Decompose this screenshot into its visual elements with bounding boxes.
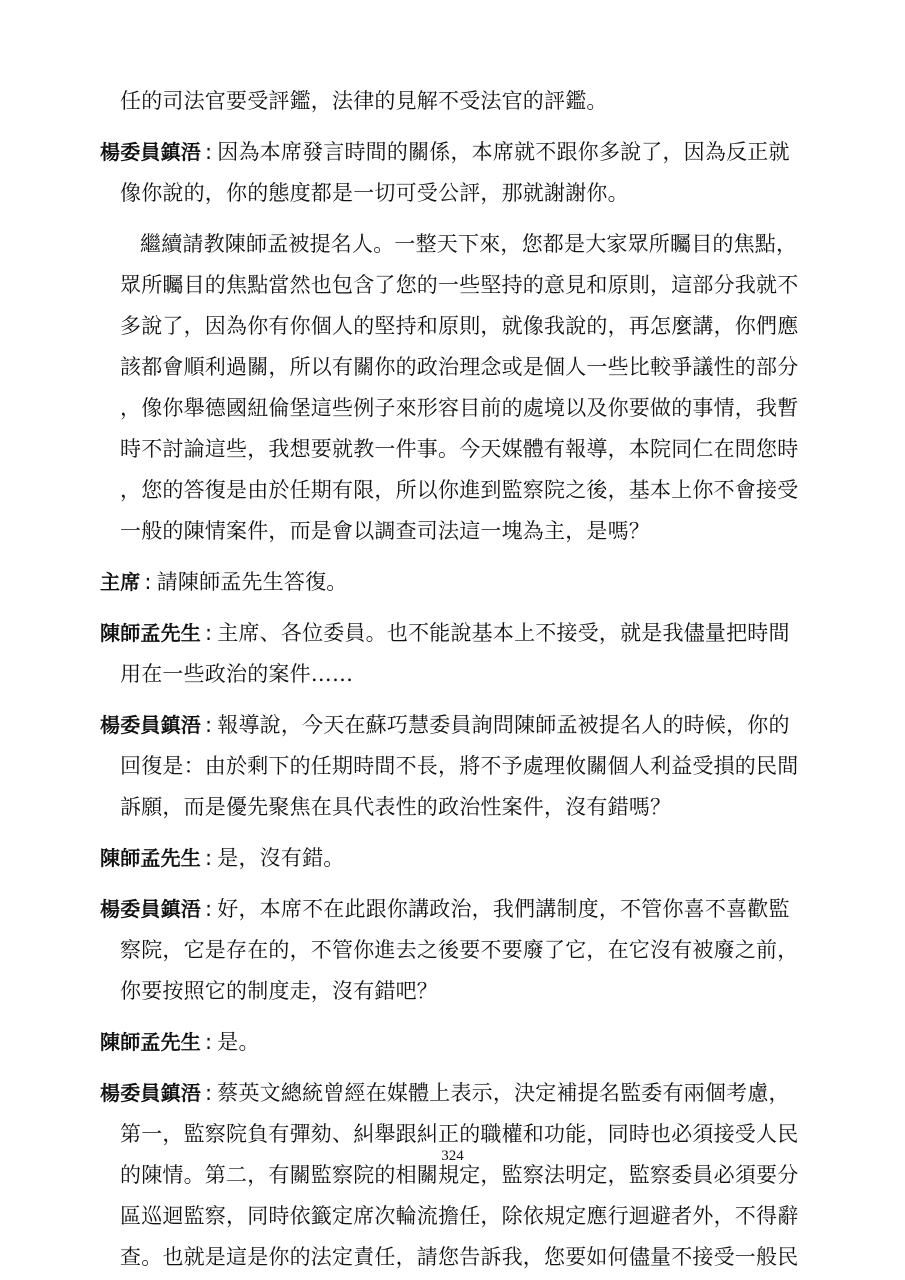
speaker-name: 楊委員鎮浯 [100,897,201,921]
text-line [120,393,798,423]
speaker-colon: : [205,713,213,737]
text-line [100,710,790,740]
text-line [120,475,798,505]
text-line [120,352,798,382]
line-text: 主席、各位委員。也不能說基本上不接受，就是我儘量把時間 [217,621,790,645]
line-text: 回復是：由於剩下的任期時間不長，將不予處理攸關個人利益受損的民間 [120,754,799,778]
text-line [120,1242,798,1272]
text-line [120,1201,798,1231]
speaker-colon: : [205,897,213,921]
line-text: 一般的陳情案件，而是會以調查司法這一塊為主，是嗎？ [120,519,650,543]
line-text: 你要按照它的制度走，沒有錯吧？ [120,979,438,1003]
line-text: 請陳師孟先生答復。 [156,570,348,594]
page-number: 324 [441,1148,464,1164]
line-text: 蔡英文總統曾經在媒體上表示，決定補提名監委有兩個考慮， [217,1081,790,1105]
speaker-colon: : [205,140,213,164]
speaker-colon: : [205,621,213,645]
speaker-name: 楊委員鎮浯 [100,140,201,164]
line-text: 用在一些政治的案件…… [120,662,354,686]
line-text: 第一，監察院負有彈劾、糾舉跟糾正的職權和功能，同時也必須接受人民 [120,1122,799,1146]
line-text: 是。 [217,1030,260,1054]
line-text: 察院，它是存在的，不管你進去之後要不要廢了它，在它沒有被廢之前， [120,938,799,962]
line-text: 因為本席發言時間的關係，本席就不跟你多說了，因為反正就 [217,140,790,164]
text-line [140,229,797,259]
line-text: 繼續請教陳師孟被提名人。一整天下來，您都是大家眾所矚目的焦點， [140,232,798,256]
text-line [120,270,798,300]
text-line [120,311,798,341]
line-text: ，您的答復是由於任期有限，所以你進到監察院之後，基本上你不會接受 [120,478,799,502]
line-text: 時不討論這些，我想要就教一件事。今天媒體有報導，本院同仁在問您時 [120,437,799,461]
text-line [100,843,344,873]
line-text: 任的司法官要受評鑑，法律的見解不受法官的評鑑。 [120,89,608,113]
speaker-name: 楊委員鎮浯 [100,1081,201,1105]
line-text: 訴願，而是優先聚焦在具代表性的政治性案件，沒有錯嗎？ [120,795,672,819]
line-text: 該都會順利過關，所以有關你的政治理念或是個人一些比較爭議性的部分 [120,355,799,379]
line-text: 查。也就是這是你的法定責任，請您告訴我，您要如何儘量不接受一般民 [120,1245,799,1269]
text-line [120,178,629,208]
text-line [120,751,798,781]
line-text: 像你說的，你的態度都是一切可受公評，那就謝謝你。 [120,181,629,205]
speaker-name: 陳師孟先生 [100,1030,201,1054]
line-text: 好，本席不在此跟你講政治，我們講制度，不管你喜不喜歡監 [217,897,790,921]
speaker-colon: : [205,846,213,870]
text-line [100,618,790,648]
line-text: ，像你舉德國紐倫堡這些例子來形容目前的處境以及你要做的事情，我暫 [120,396,799,420]
text-line [120,86,608,116]
text-line [120,516,650,546]
text-line [120,659,353,689]
line-text: 報導說，今天在蘇巧慧委員詢問陳師孟被提名人的時候，你的 [217,713,790,737]
text-line [100,137,790,167]
speaker-colon: : [205,1081,213,1105]
speaker-name: 陳師孟先生 [100,621,201,645]
speaker-colon: : [144,570,152,594]
line-text: 眾所矚目的焦點當然也包含了您的一些堅持的意見和原則，這部分我就不 [120,273,799,297]
text-line [120,976,438,1006]
text-line [100,1027,260,1057]
text-line [100,1078,790,1108]
text-line [120,434,798,464]
line-text: 區巡迴監察，同時依籤定席次輪流擔任，除依規定應行迴避者外，不得辭 [120,1204,799,1228]
text-line [120,935,798,965]
text-line [120,792,671,822]
speaker-colon: : [205,1030,213,1054]
line-text: 是，沒有錯。 [217,846,345,870]
text-line [120,1119,798,1149]
line-text: 的陳情。第二，有關監察院的相關規定，監察法明定，監察委員必須要分 [120,1163,799,1187]
text-line [100,894,790,924]
speaker-name: 主席 [100,570,141,594]
line-text: 多說了，因為你有你個人的堅持和原則，就像我說的，再怎麼講，你們應 [120,314,799,338]
speaker-name: 陳師孟先生 [100,846,201,870]
text-line [100,567,348,597]
speaker-name: 楊委員鎮浯 [100,713,201,737]
